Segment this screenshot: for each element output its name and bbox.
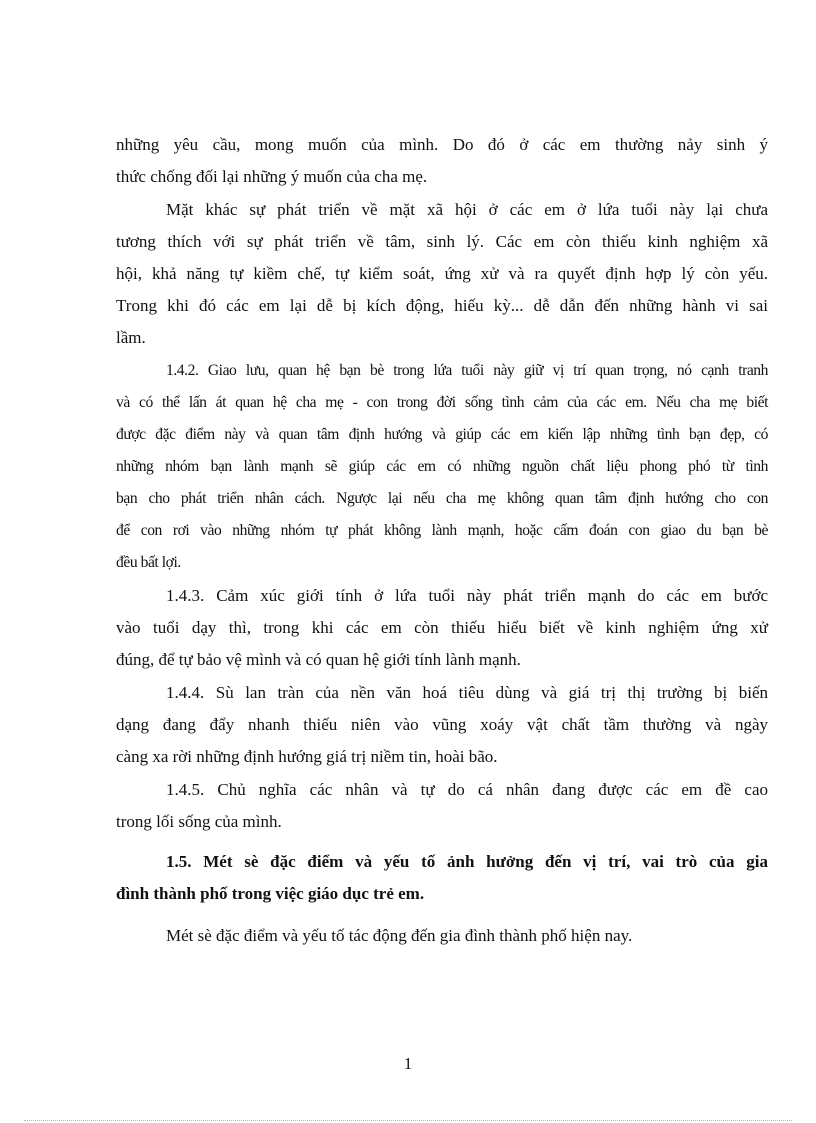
paragraph-line: càng xa rời những định hướng giá trị niềm tin, hoài bão. xyxy=(116,747,498,766)
section-heading: đình thành phố trong việc giáo dục trẻ em. xyxy=(116,884,425,903)
paragraph-line: đều bất lợi. xyxy=(116,554,181,571)
paragraph-line: 1.4.2. Giao lưu, quan hệ bạn bè trong lứa tuổi này giữ vị trí quan trọng, nó cạnh tranh xyxy=(166,362,768,379)
paragraph-line: bạn cho phát triển nhân cách. Ngược lại nếu cha mẹ không quan tâm định hướng cho con xyxy=(116,490,768,507)
paragraph-line: được đặc điểm này và quan tâm định hướng và giúp các em kiến lập những tình bạn đẹp, có xyxy=(116,426,768,443)
paragraph-line: đúng, để tự bảo vệ mình và có quan hệ giới tính lành mạnh. xyxy=(116,650,521,669)
page-number: 1 xyxy=(403,1054,413,1073)
paragraph-line: Mét sè đặc điểm và yếu tố tác động đến gia đình thành phố hiện nay. xyxy=(166,926,633,945)
paragraph-line: 1.4.3. Cảm xúc giới tính ở lứa tuổi này phát triển mạnh do các em bước xyxy=(166,586,768,605)
paragraph-line: 1.4.4. Sù lan tràn của nền văn hoá tiêu dùng và giá trị thị trường bị biến xyxy=(166,683,768,702)
paragraph-line: hội, khả năng tự kiềm chế, tự kiểm soát, ứng xử và ra quyết định hợp lý còn yếu. xyxy=(116,264,768,283)
paragraph-line: tương thích với sự phát triển về tâm, sinh lý. Các em còn thiếu kinh nghiệm xã xyxy=(116,232,768,251)
paragraph-line: lầm. xyxy=(116,328,146,347)
paragraph-line: những nhóm bạn lành mạnh sẽ giúp các em có những nguồn chất liệu phong phó từ tình xyxy=(116,458,768,475)
paragraph-line: để con rơi vào những nhóm tự phát không lành mạnh, hoặc cấm đoán con giao du bạn bè xyxy=(116,522,768,539)
paragraph-line: Trong khi đó các em lại dễ bị kích động, hiếu kỳ... dễ dẫn đến những hành vi sai xyxy=(116,296,768,315)
paragraph-line: dạng đang đẩy nhanh thiếu niên vào vũng xoáy vật chất tầm thường và ngày xyxy=(116,715,768,734)
paragraph-line: và có thể lấn át quan hệ cha mẹ - con trong đời sống tình cảm của các em. Nếu cha mẹ biết xyxy=(116,394,768,411)
paragraph-line: thức chống đối lại những ý muốn của cha mẹ. xyxy=(116,167,428,186)
paragraph-line: những yêu cầu, mong muốn của mình. Do đó ở các em thường nảy sinh ý xyxy=(116,135,768,154)
paragraph-line: 1.4.5. Chủ nghĩa các nhân và tự do cá nhân đang được các em đề cao xyxy=(166,780,768,799)
page-bottom-divider xyxy=(24,1120,792,1121)
paragraph-line: trong lối sống của mình. xyxy=(116,812,282,831)
section-heading: 1.5. Mét sè đặc điểm và yếu tố ảnh hưởng đến vị trí, vai trò của gia xyxy=(166,852,768,871)
paragraph-line: Mặt khác sự phát triển về mặt xã hội ở các em ở lứa tuổi này lại chưa xyxy=(166,200,768,219)
paragraph-line: vào tuổi dạy thì, trong khi các em còn thiếu hiểu biết về kinh nghiệm ứng xử xyxy=(116,618,768,637)
